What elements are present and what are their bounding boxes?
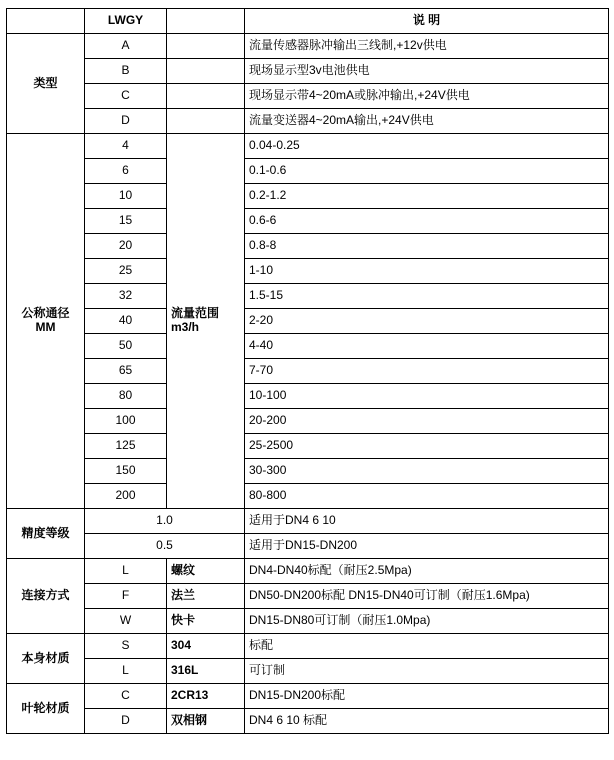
header-cell-model: LWGY [85, 9, 167, 34]
section-label-accuracy-class: 精度等级 [7, 509, 85, 559]
desc-cell: 适用于DN15-DN200 [245, 534, 609, 559]
code-cell: 125 [85, 434, 167, 459]
flow-range-label-line1: 流量范围 [171, 306, 220, 321]
table-row [7, 659, 609, 684]
code-cell: 40 [85, 309, 167, 334]
table-row [7, 609, 609, 634]
mid-cell: 螺纹 [167, 559, 245, 584]
code-cell: 4 [85, 134, 167, 159]
code-cell: W [85, 609, 167, 634]
code-cell: C [85, 684, 167, 709]
code-cell: 15 [85, 209, 167, 234]
code-cell: A [85, 34, 167, 59]
desc-cell: 7-70 [245, 359, 609, 384]
table-header-row [7, 9, 609, 34]
desc-cell: DN15-DN200标配 [245, 684, 609, 709]
code-cell: 10 [85, 184, 167, 209]
desc-cell: 标配 [245, 634, 609, 659]
table-row [7, 309, 609, 334]
section-label-connection-type: 连接方式 [7, 559, 85, 634]
table-row [7, 234, 609, 259]
desc-cell: 0.04-0.25 [245, 134, 609, 159]
desc-cell: 0.1-0.6 [245, 159, 609, 184]
desc-cell: DN50-DN200标配 DN15-DN40可订制（耐压1.6Mpa) [245, 584, 609, 609]
code-cell: 6 [85, 159, 167, 184]
table-row [7, 134, 609, 159]
mid-cell [167, 34, 245, 59]
code-cell: 200 [85, 484, 167, 509]
code-cell: 65 [85, 359, 167, 384]
table-row [7, 509, 609, 534]
flow-range-label [167, 134, 245, 509]
desc-cell: 80-800 [245, 484, 609, 509]
header-cell-blank [7, 9, 85, 34]
table-row [7, 434, 609, 459]
desc-cell: 现场显示带4~20mA或脉冲输出,+24V供电 [245, 84, 609, 109]
desc-cell: 25-2500 [245, 434, 609, 459]
desc-cell: 2-20 [245, 309, 609, 334]
table-row [7, 84, 609, 109]
mid-cell: 2CR13 [167, 684, 245, 709]
desc-cell: DN4-DN40标配（耐压2.5Mpa) [245, 559, 609, 584]
desc-cell: 现场显示型3v电池供电 [245, 59, 609, 84]
code-cell: 100 [85, 409, 167, 434]
table-row [7, 334, 609, 359]
flow-range-label-line2: m3/h [171, 320, 200, 334]
code-cell: 1.0 [85, 509, 245, 534]
table-row [7, 284, 609, 309]
header-cell-description: 说 明 [245, 9, 609, 34]
code-cell: 150 [85, 459, 167, 484]
mid-cell: 316L [167, 659, 245, 684]
table-row [7, 209, 609, 234]
desc-cell: 4-40 [245, 334, 609, 359]
mid-cell [167, 59, 245, 84]
desc-cell: 30-300 [245, 459, 609, 484]
table-row [7, 459, 609, 484]
desc-cell: 20-200 [245, 409, 609, 434]
desc-cell: 流量传感器脉冲输出三线制,+12v供电 [245, 34, 609, 59]
table-row [7, 409, 609, 434]
section-label-line2: MM [35, 320, 56, 334]
table-row [7, 634, 609, 659]
mid-cell: 304 [167, 634, 245, 659]
table-row [7, 684, 609, 709]
mid-cell [167, 109, 245, 134]
code-cell: D [85, 109, 167, 134]
table-row [7, 584, 609, 609]
table-row [7, 709, 609, 734]
table-row [7, 34, 609, 59]
table-row [7, 384, 609, 409]
desc-cell: DN15-DN80可订制（耐压1.0Mpa) [245, 609, 609, 634]
code-cell: L [85, 559, 167, 584]
section-label-type: 类型 [7, 34, 85, 134]
code-cell: B [85, 59, 167, 84]
code-cell: L [85, 659, 167, 684]
code-cell: 50 [85, 334, 167, 359]
table-row [7, 184, 609, 209]
section-label-nominal-diameter [7, 134, 85, 509]
desc-cell: DN4 6 10 标配 [245, 709, 609, 734]
desc-cell: 10-100 [245, 384, 609, 409]
section-label-line1: 公称通径 [21, 306, 70, 321]
code-cell: 80 [85, 384, 167, 409]
table-row [7, 359, 609, 384]
code-cell: 32 [85, 284, 167, 309]
code-cell: S [85, 634, 167, 659]
desc-cell: 可订制 [245, 659, 609, 684]
table-row [7, 109, 609, 134]
mid-cell: 快卡 [167, 609, 245, 634]
table-row [7, 559, 609, 584]
table-row [7, 59, 609, 84]
desc-cell: 1.5-15 [245, 284, 609, 309]
specification-table [6, 8, 609, 734]
mid-cell [167, 84, 245, 109]
desc-cell: 流量变送器4~20mA输出,+24V供电 [245, 109, 609, 134]
code-cell: 0.5 [85, 534, 245, 559]
header-cell-blank2 [167, 9, 245, 34]
desc-cell: 0.2-1.2 [245, 184, 609, 209]
desc-cell: 1-10 [245, 259, 609, 284]
desc-cell: 0.8-8 [245, 234, 609, 259]
table-row [7, 534, 609, 559]
code-cell: 25 [85, 259, 167, 284]
code-cell: C [85, 84, 167, 109]
section-label-body-material: 本身材质 [7, 634, 85, 684]
table-row [7, 484, 609, 509]
desc-cell: 适用于DN4 6 10 [245, 509, 609, 534]
section-label-impeller-material: 叶轮材质 [7, 684, 85, 734]
code-cell: 20 [85, 234, 167, 259]
mid-cell: 双相钢 [167, 709, 245, 734]
table-row [7, 159, 609, 184]
code-cell: D [85, 709, 167, 734]
code-cell: F [85, 584, 167, 609]
table-row [7, 259, 609, 284]
desc-cell: 0.6-6 [245, 209, 609, 234]
mid-cell: 法兰 [167, 584, 245, 609]
